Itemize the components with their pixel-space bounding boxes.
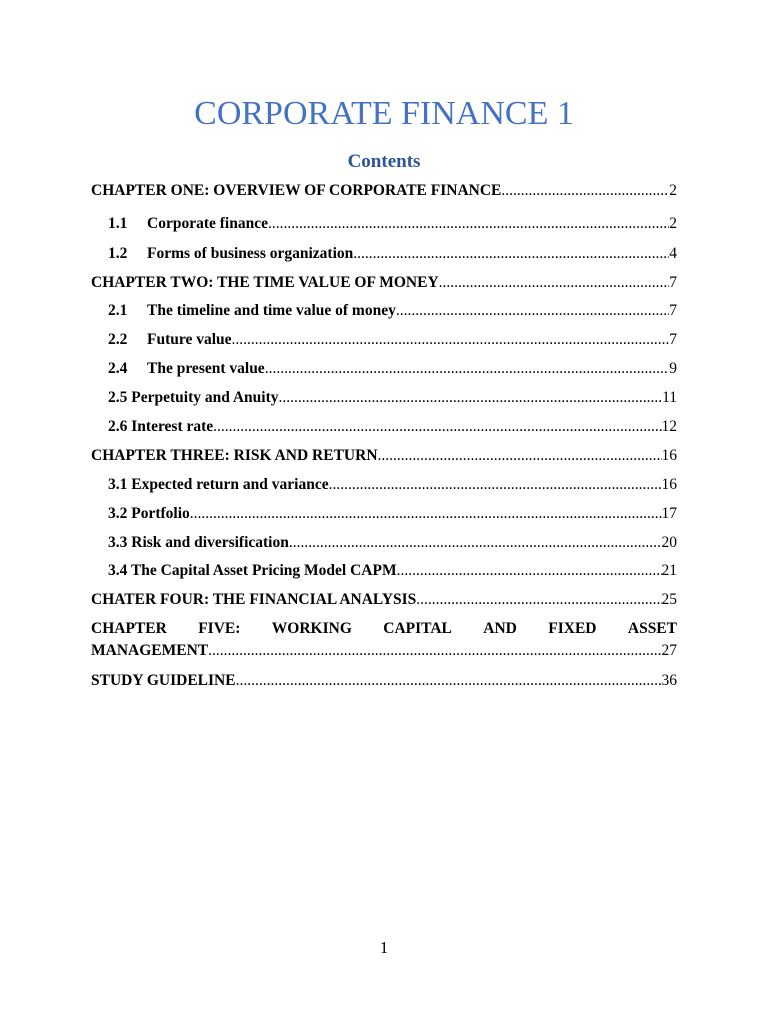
toc-entry-title: 3.3 Risk and diversification — [108, 534, 289, 551]
toc-word: FIXED — [548, 620, 597, 637]
toc-entry-page: 7 — [669, 331, 677, 348]
toc-entry-title: CHAPTER ONE: OVERVIEW OF CORPORATE FINANCE — [91, 182, 502, 199]
toc-entry-3-3[interactable] — [91, 533, 677, 553]
toc-entry-page: 2 — [669, 215, 677, 232]
toc-entry-3-1[interactable] — [91, 475, 677, 495]
page-number: 1 — [379, 938, 389, 957]
toc-entry-chapter-five-line-2[interactable] — [91, 641, 677, 661]
toc-entry-title: CHAPTER TWO: THE TIME VALUE OF MONEY — [91, 274, 439, 291]
toc-entry-page: 9 — [669, 360, 677, 377]
toc-entry-title: Future value — [147, 331, 232, 348]
toc-entry-title: 3.1 Expected return and variance — [108, 476, 329, 493]
document-title: CORPORATE FINANCE 1 — [194, 95, 574, 132]
toc-entry-2-6[interactable] — [91, 417, 677, 437]
toc-leader — [378, 446, 662, 466]
toc-entry-title: CHATER FOUR: THE FINANCIAL ANALYSIS — [91, 591, 417, 608]
toc-leader — [289, 533, 662, 553]
toc-entry-chapter-three[interactable] — [91, 446, 677, 466]
toc-word: FIVE: — [198, 620, 241, 637]
toc-entry-title: STUDY GUIDELINE — [91, 672, 236, 689]
toc-entry-page: 11 — [662, 389, 677, 406]
toc-leader — [265, 359, 670, 379]
toc-entry-2-2[interactable] — [91, 330, 677, 350]
toc-entry-title: 2.6 Interest rate — [108, 418, 214, 435]
toc-word: CAPITAL — [383, 620, 452, 637]
toc-entry-page: 4 — [669, 245, 677, 262]
toc-entry-title: Forms of business organization — [147, 245, 354, 262]
toc-entry-page: 17 — [661, 505, 677, 522]
toc-entry-page: 25 — [661, 591, 677, 608]
toc-leader — [236, 671, 662, 691]
toc-entry-page: 7 — [669, 302, 677, 319]
toc-entry-page: 36 — [661, 672, 677, 689]
toc-entry-title: The present value — [147, 360, 265, 377]
toc-entry-number: 2.2 — [108, 331, 128, 348]
toc-entry-number: 1.1 — [108, 215, 128, 232]
toc-entry-title: 3.2 Portfolio — [108, 505, 190, 522]
toc-entry-2-5[interactable] — [91, 388, 677, 408]
toc-entry-page: 20 — [661, 534, 677, 551]
toc-leader — [501, 181, 669, 201]
toc-entry-chapter-five-line-1[interactable] — [91, 619, 677, 639]
contents-heading: Contents — [347, 151, 421, 172]
toc-entry-title: CHAPTER THREE: RISK AND RETURN — [91, 447, 378, 464]
toc-entry-page: 2 — [669, 182, 677, 199]
toc-entry-number: 2.4 — [108, 360, 128, 377]
toc-entry-1-1[interactable] — [91, 214, 677, 234]
toc-entry-2-1[interactable] — [91, 301, 677, 321]
toc-entry-2-4[interactable] — [91, 359, 677, 379]
toc-word: WORKING — [271, 620, 352, 637]
toc-leader — [439, 273, 670, 293]
toc-leader — [353, 244, 669, 264]
toc-entry-3-2[interactable] — [91, 504, 677, 524]
toc-entry-page: 16 — [661, 476, 677, 493]
toc-leader — [396, 301, 669, 321]
toc-leader — [190, 504, 662, 524]
toc-word: CHAPTER — [91, 620, 167, 637]
toc-leader — [208, 641, 661, 661]
toc-entry-page: 7 — [669, 274, 677, 291]
toc-entry-title: 2.5 Perpetuity and Anuity — [108, 389, 279, 406]
toc-entry-study-guideline[interactable] — [91, 671, 677, 691]
toc-entry-chapter-two[interactable] — [91, 273, 677, 293]
toc-leader — [268, 214, 669, 234]
toc-entry-3-4[interactable] — [91, 561, 677, 581]
toc-entry-title: Corporate finance — [147, 215, 268, 232]
toc-leader — [397, 561, 662, 581]
toc-leader — [329, 475, 662, 495]
toc-word: AND — [483, 620, 517, 637]
toc-entry-title: MANAGEMENT — [91, 642, 209, 659]
toc-entry-number: 2.1 — [108, 302, 128, 319]
toc-entry-chapter-one[interactable] — [91, 181, 677, 201]
toc-entry-number: 1.2 — [108, 245, 128, 262]
toc-word: ASSET — [627, 620, 677, 637]
toc-entry-title: The timeline and time value of money — [147, 302, 396, 319]
toc-entry-page: 21 — [661, 562, 677, 579]
toc-leader — [416, 590, 661, 610]
toc-entry-chapter-four[interactable] — [91, 590, 677, 610]
toc-entry-page: 16 — [661, 447, 677, 464]
toc-entry-page: 27 — [661, 642, 677, 659]
toc-leader — [213, 417, 661, 437]
toc-entry-title: 3.4 The Capital Asset Pricing Model CAPM — [108, 562, 397, 579]
toc-entry-1-2[interactable] — [91, 244, 677, 264]
toc-leader — [279, 388, 663, 408]
toc-entry-page: 12 — [661, 418, 677, 435]
toc-leader — [232, 330, 670, 350]
